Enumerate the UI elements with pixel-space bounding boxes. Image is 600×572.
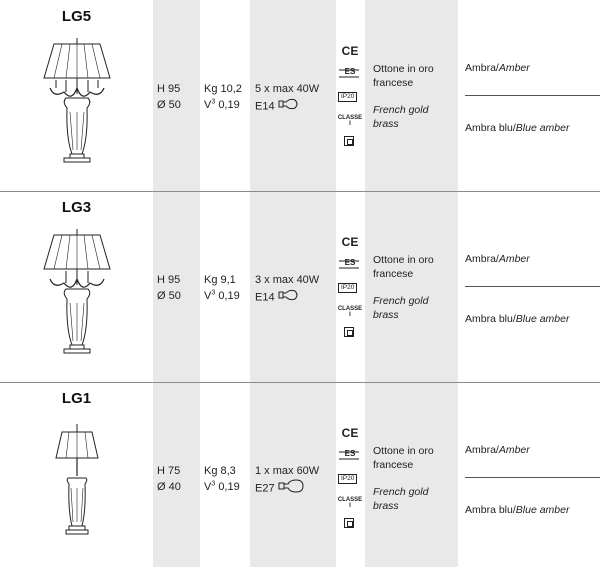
- product-code: LG5: [61, 8, 92, 25]
- ce-mark: CE: [341, 426, 359, 440]
- weight-value: Kg 8,3: [204, 465, 236, 477]
- finish-italian: Ottone in oro francese: [373, 445, 434, 471]
- product-row-lg3: [0, 191, 600, 381]
- finish-english: French gold brass: [373, 295, 429, 321]
- class-label: CLASSE I: [337, 115, 363, 127]
- product-row-lg1: [0, 382, 600, 572]
- es-mark-label: ES: [344, 258, 356, 267]
- glass-english: Blue amber: [515, 313, 570, 325]
- volume-prefix: V: [204, 481, 212, 493]
- double-insulation-icon: [344, 327, 354, 337]
- glass-separator: [465, 286, 600, 287]
- glass-english: Amber: [498, 253, 530, 265]
- glass-separator: [465, 477, 600, 478]
- ce-mark: CE: [341, 44, 359, 58]
- lamp-illustration-icon: [42, 418, 112, 548]
- glass-option-amber: [465, 253, 530, 265]
- diameter-value: Ø 40: [157, 481, 181, 493]
- volume-prefix: V: [204, 290, 212, 302]
- lamp-spec: 5 x max 40W: [255, 83, 320, 95]
- ip-rating-badge: IP20: [338, 92, 357, 102]
- finish-description: [373, 254, 453, 322]
- ip-rating-badge: IP20: [338, 474, 357, 484]
- diameter-value: Ø 50: [157, 290, 181, 302]
- glass-separator: [465, 95, 600, 96]
- glass-english: Blue amber: [515, 122, 570, 134]
- volume-exponent: 3: [211, 480, 216, 488]
- finish-italian: Ottone in oro francese: [373, 254, 434, 280]
- volume-number: 0,19: [218, 99, 240, 111]
- glass-english: Blue amber: [515, 504, 570, 516]
- glass-italian: Ambra blu/: [465, 313, 516, 325]
- double-insulation-icon: [344, 136, 354, 146]
- glass-option-blue-amber: [465, 504, 569, 516]
- height-value: H 95: [157, 83, 181, 95]
- lamp-spec: 1 x max 60W: [255, 465, 320, 477]
- glass-english: Amber: [498, 62, 530, 74]
- socket-spec: [255, 288, 300, 307]
- double-insulation-icon: [344, 518, 354, 528]
- socket-type: E14: [255, 100, 275, 113]
- glass-italian: Ambra/: [465, 253, 499, 265]
- volume-prefix: V: [204, 99, 212, 111]
- socket-spec: [255, 479, 304, 498]
- volume-number: 0,19: [218, 481, 240, 493]
- glass-option-amber: [465, 444, 530, 456]
- diameter-value: Ø 50: [157, 99, 181, 111]
- lamp-illustration-icon: [42, 36, 112, 166]
- height-value: H 75: [157, 465, 181, 477]
- ip-rating-badge: IP20: [338, 283, 357, 293]
- es-mark-label: ES: [344, 67, 356, 76]
- lamp-spec: 3 x max 40W: [255, 274, 320, 286]
- glass-english: Amber: [498, 444, 530, 456]
- finish-italian: Ottone in oro francese: [373, 63, 434, 89]
- weight-value: Kg 9,1: [204, 274, 236, 286]
- glass-italian: Ambra blu/: [465, 504, 516, 516]
- finish-description: [373, 445, 453, 513]
- volume-value: [204, 479, 240, 495]
- candle-bulb-icon: [278, 288, 300, 307]
- lamp-illustration-icon: [42, 227, 112, 357]
- volume-exponent: 3: [211, 98, 216, 106]
- es-mark-label: ES: [344, 449, 356, 458]
- volume-exponent: 3: [211, 289, 216, 297]
- glass-option-blue-amber: [465, 313, 569, 325]
- product-code: LG3: [61, 199, 92, 216]
- glass-italian: Ambra/: [465, 62, 499, 74]
- globe-bulb-icon: [278, 479, 304, 498]
- ce-mark: CE: [341, 235, 359, 249]
- volume-value: [204, 288, 240, 304]
- volume-value: [204, 97, 240, 113]
- class-label: CLASSE I: [337, 497, 363, 509]
- product-code: LG1: [61, 390, 92, 407]
- glass-italian: Ambra blu/: [465, 122, 516, 134]
- glass-option-amber: [465, 62, 530, 74]
- socket-spec: [255, 97, 300, 116]
- glass-option-blue-amber: [465, 122, 569, 134]
- volume-number: 0,19: [218, 290, 240, 302]
- class-label: CLASSE I: [337, 306, 363, 318]
- finish-english: French gold brass: [373, 486, 429, 512]
- finish-description: [373, 63, 453, 131]
- height-value: H 95: [157, 274, 181, 286]
- candle-bulb-icon: [278, 97, 300, 116]
- weight-value: Kg 10,2: [204, 83, 242, 95]
- glass-italian: Ambra/: [465, 444, 499, 456]
- product-row-lg5: [0, 0, 600, 190]
- finish-english: French gold brass: [373, 104, 429, 130]
- socket-type: E27: [255, 482, 275, 495]
- socket-type: E14: [255, 291, 275, 304]
